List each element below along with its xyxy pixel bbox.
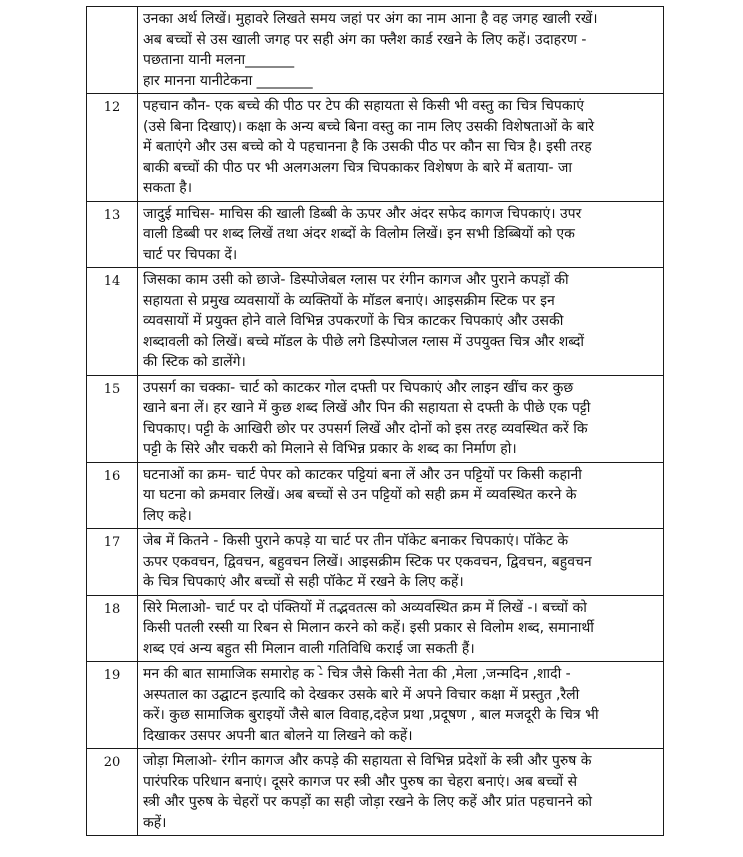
text-line: घटनाओं का क्रम- चार्ट पेपर को काटकर पट्टियां बना लें और उन पट्टियों पर किसी कहानी [143,466,582,483]
text-line: दिखाकर उसपर अपनी बात बोलने या लिखने को कहें। [143,727,413,744]
text-line: चार्ट पर चिपका दें। [143,246,238,263]
text-line: किसी पतली रस्सी या रिबन से मिलान करने को कहें। इसी प्रकार से विलोम शब्द, समानार्थी [143,620,594,636]
text-line: जोड़ा मिलाओ- रंगीन कागज और कपड़े की सहायता से विभिन्न प्रदेशों के स्त्री और पुरुष के [143,753,592,769]
text-line: पछताना यानी मलना_______ [143,52,295,68]
table-row [87,662,664,749]
row-number: 19 [87,662,138,749]
text-line: कहें। [143,814,167,831]
row-number: 16 [87,462,138,529]
row-number: 12 [87,94,138,202]
text-line: करें। कुछ सामाजिक बुराइयों जैसे बाल विवाह,दहेज प्रथा ,प्रदूषण , बाल मजदूरी के चित्र भी [143,707,599,723]
row-text [138,662,664,749]
table-row [87,375,664,462]
text-line: के चित्र चिपकाएं और बच्चों से सही पॉकेट में रखने के लिए कहें। [143,574,464,590]
row-text [138,462,664,529]
text-line: व्यवसायों में प्रयुक्त होने वाले विभिन्न उपकरणों के चित्र काटकर चिपकाएं और उसकी [143,313,564,329]
text-line: जेब में कितने - किसी पुराने कपड़े या चार्ट पर तीन पॉकेट बनाकर चिपकाएं। पॉकेट के [143,533,569,549]
text-line: सकता है। [143,180,193,196]
text-line: (उसे बिना दिखाए)। कक्षा के अन्य बच्चे बिना वस्तु का नाम लिए उसकी विशेषताओं के बारे [143,118,595,135]
row-text [138,529,664,596]
row-text [138,749,664,836]
text-line: उपसर्ग का चक्का- चार्ट को काटकर गोल दफ्ती पर चिपकाएं और लाइन खींच कर कुछ [143,379,574,396]
row-number: 18 [87,595,138,662]
text-line: स्त्री और पुरुष के चेहरों पर कपड़ों का सही जोड़ा रखने के लिए कहें और प्रांत पहचानने को [143,794,593,810]
text-line: मन की बात सामाजिक समारोह क -े चित्र जैसे किसी नेता की ,मेला ,जन्मदिन ,शादी - [143,666,571,682]
text-line: हार मानना यानीटेकना ________ [143,72,313,89]
row-number: 20 [87,749,138,836]
table-row [87,529,664,596]
text-line: अब बच्चों से उस खाली जगह पर सही अंग का फ्लैश कार्ड रखने के लिए कहें। उदाहरण - [143,31,587,48]
row-number: 15 [87,375,138,462]
row-number [87,7,138,94]
text-line: पट्टी के सिरे और चकरी को मिलाने से विभिन्न प्रकार के शब्द का निर्माण हो। [143,441,517,457]
text-line: शब्दावली को लिखें। बच्चे मॉडल के पीछे लगे डिस्पोजल ग्लास में उपयुक्त चित्र और शब्दों [143,333,585,350]
row-number: 17 [87,529,138,596]
table-row [87,7,664,94]
row-text [138,201,664,268]
text-line: खाने बना लें। हर खाने में कुछ शब्द लिखें और पिन की सहायता से दफ्ती के पीछे एक पट्टी [143,400,591,416]
table-row [87,268,664,376]
text-line: अस्पताल का उद्घाटन इत्यादि को देखकर उसके बारे में अपने विचार कक्षा में प्रस्तुत ,रैली [143,686,580,703]
row-number: 13 [87,201,138,268]
text-line: लिए कहे। [143,507,192,524]
row-text [138,595,664,662]
table-row [87,462,664,529]
activities-table-body [87,7,664,836]
row-number: 14 [87,268,138,376]
text-line: सहायता से प्रमुख व्यवसायों के व्यक्तियों के मॉडल बनाएं। आइसक्रीम स्टिक पर इन [143,292,555,309]
text-line: की स्टिक को डालेंगे। [143,354,246,370]
row-text [138,94,664,202]
row-text [138,375,664,462]
text-line: सिरे मिलाओ- चार्ट पर दो पंक्तियों में तद्भवतत्स को अव्यवस्थित क्रम में लिखें -। बच्चों को [143,599,587,616]
table-row [87,94,664,202]
table-row [87,201,664,268]
text-line: उनका अर्थ लिखें। मुहावरे लिखते समय जहां पर अंग का नाम आना है वह जगह खाली रखें। [143,11,598,27]
text-line: पहचान कौन- एक बच्चे की पीठ पर टेप की सहायता से किसी भी वस्तु का चित्र चिपकाएं [143,98,584,114]
activities-table [86,6,664,836]
text-line: बाकी बच्चों की पीठ पर भी अलगअलग चित्र चिपकाकर विशेषण के बारे में बताया- जा [143,159,573,176]
table-row [87,595,664,662]
text-line: वाली डिब्बी पर शब्द लिखें तथा अंदर शब्दों के विलोम लिखें। इन सभी डिब्बियों को एक [143,226,575,242]
text-line: पारंपरिक परिधान बनाएं। दूसरे कागज पर स्त्री और पुरुष का चेहरा बनाएं। अब बच्चों से [143,773,578,790]
row-text [138,7,664,94]
text-line: शब्द एवं अन्य बहुत सी मिलान वाली गतिविधि कराई जा सकती हैं। [143,640,475,657]
row-text [138,268,664,376]
text-line: में बताएंगे और उस बच्चे को ये पहचानना है कि उसकी पीठ पर कौन सा चित्र है। इसी तरह [143,139,592,155]
text-line: जादुई माचिस- माचिस की खाली डिब्बी के ऊपर और अंदर सफेद कागज चिपकाएं। उपर [143,205,582,222]
text-line: चिपकाए। पट्टी के आखिरी छोर पर उपसर्ग लिखें और दोनों को इस तरह व्यवस्थित करें कि [143,420,588,437]
text-line: जिसका काम उसी को छाजे- डिस्पोजेबल ग्लास पर रंगीन कागज और पुराने कपड़ों की [143,272,569,288]
table-row [87,749,664,836]
text-line: ऊपर एकवचन, द्विवचन, बहुवचन लिखें। आइसक्रीम स्टिक पर एकवचन, द्विवचन, बहुवचन [143,553,592,570]
text-line: या घटना को क्रमवार लिखें। अब बच्चों से उन पट्टियों को सही क्रम में व्यवस्थित करने के [143,487,577,503]
